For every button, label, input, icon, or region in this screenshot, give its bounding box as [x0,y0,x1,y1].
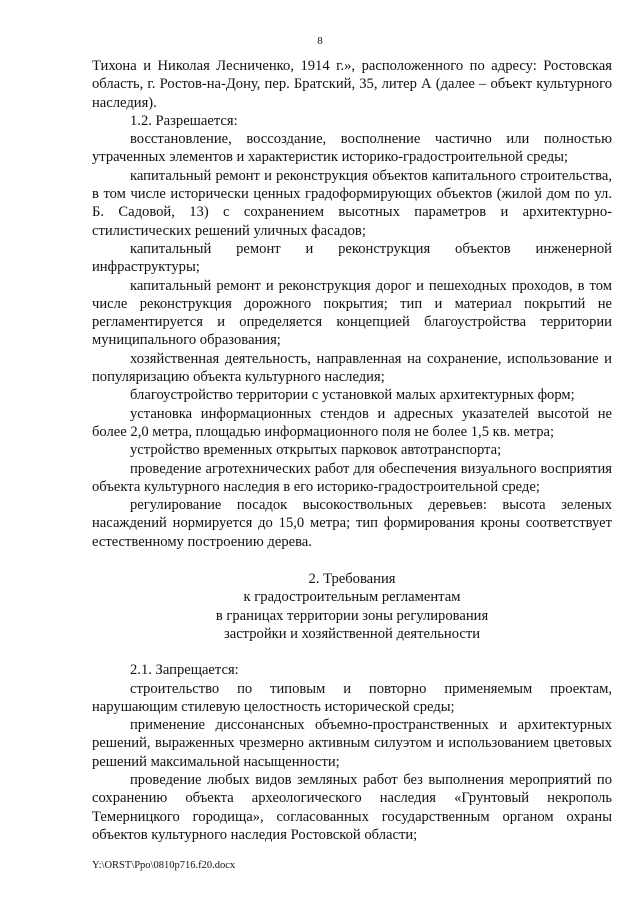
footer-file-path: Y:\ORST\Ppo\0810p716.f20.docx [92,860,236,871]
paragraph: 1.2. Разрешается: [130,112,238,129]
paragraph: капитальный ремонт и реконструкция объектов инженерной инфраструктуры; [92,240,612,276]
section-2-paragraphs [92,661,612,844]
heading-line: застройки и хозяйственной деятельности [223,625,481,642]
paragraph: 2.1. Запрещается: [130,662,239,679]
paragraph: благоустройство территории с установкой малых архитектурных форм; [130,387,575,404]
document-body [92,57,612,844]
paragraph: устройство временных открытых парковок автотранспорта; [130,442,502,459]
section-2-heading [92,570,612,643]
section-1-paragraphs [92,57,612,551]
paragraph: капитальный ремонт и реконструкция дорог и пешеходных проходов, в том числе реконструкция дорожного покрытия; тип и материал покрытий не регламентируется и определяется концепцией благоустройства территории муниципального образования; [92,277,612,349]
page-number: 8 [317,35,323,47]
paragraph: капитальный ремонт и реконструкция объектов капитального строительства, в том числе исторически ценных градоформирующих объектов (жилой дом по ул. Б. Садовой, 13) с сохранением высотных параметров и архитектурно-стилистических решений уличных фасадов; [92,167,612,239]
paragraph: проведение любых видов земляных работ без выполнения мероприятий по сохранению объекта археологического наследия «Грунтовый некрополь Темерницкого городища», согласованных государственным органом охраны объектов культурного наследия Ростовской области; [92,771,612,843]
paragraph: строительство по типовым и повторно применяемым проектам, нарушающим стилевую целостность исторической среды; [92,680,612,715]
paragraph: хозяйственная деятельность, направленная на сохранение, использование и популяризацию объекта культурного наследия; [92,350,612,386]
paragraph: применение диссонансных объемно-пространственных и архитектурных решений, выраженных чрезмерно активным силуэтом и использованием цветовых решений максимальной насыщенности; [92,717,612,770]
heading-line: в границах территории зоны регулирования [215,607,489,624]
paragraph: регулирование посадок высокоствольных деревьев: высота зеленых насаждений нормируется до 15,0 метра; тип формирования кроны соответствует естественному построению дерева. [92,497,612,550]
heading-line: 2. Требования [308,571,396,588]
paragraph: проведение агротехнических работ для обеспечения визуального восприятия объекта культурного наследия в его историко-градостроительной среде; [92,460,612,495]
paragraph: восстановление, воссоздание, восполнение частично или полностью утраченных элементов и характеристик историко-градостроительной среды; [92,131,612,166]
heading-line: к градостроительным регламентам [243,589,461,606]
paragraph: Тихона и Николая Лесниченко, 1914 г.», расположенного по адресу: Ростовская область, г. Ростов-на-Дону, пер. Братский, 35, литер А (далее – объект культурного наследия). [92,58,612,111]
paragraph: установка информационных стендов и адресных указателей высотой не более 2,0 метра, площадью информационного поля не более 1,5 кв. метра; [92,405,612,440]
